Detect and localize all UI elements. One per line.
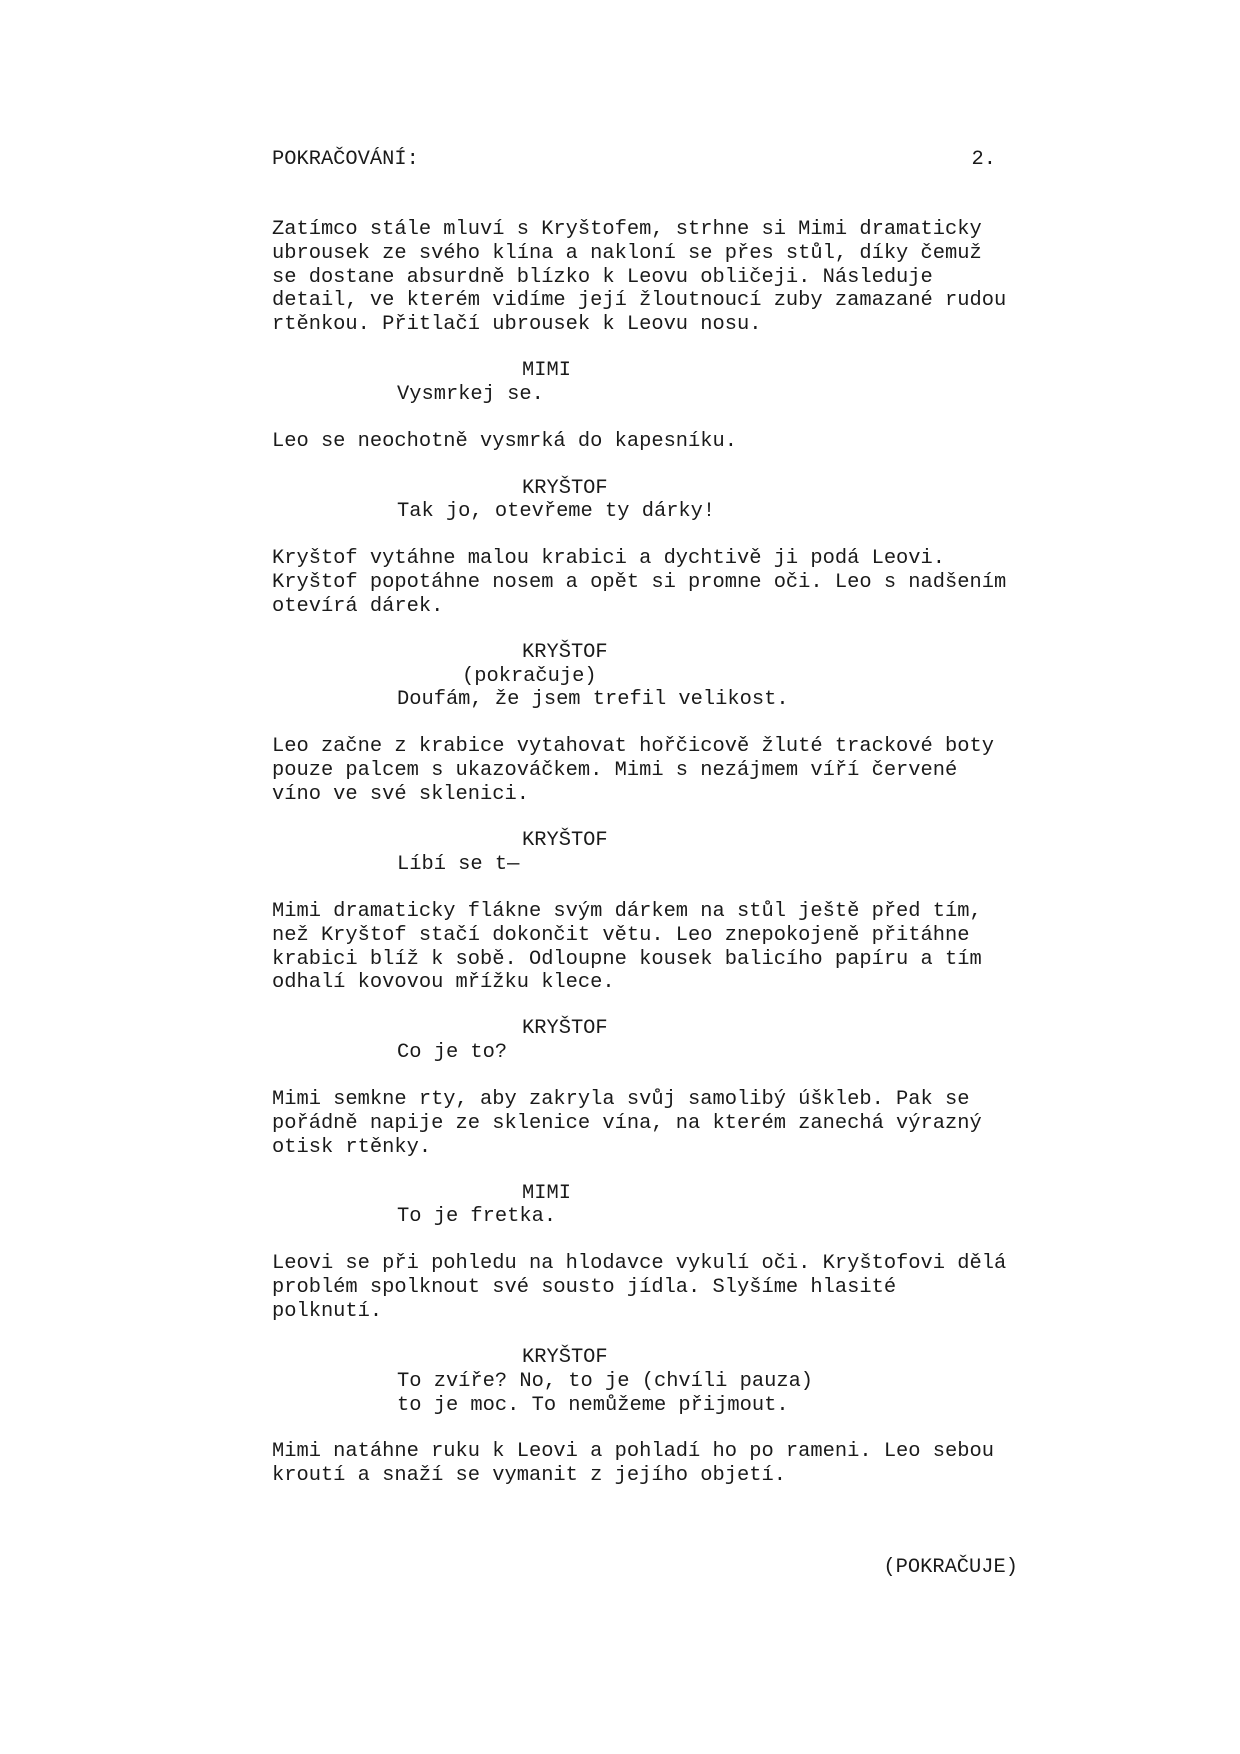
character-name: KRYŠTOF [522, 1017, 608, 1040]
continued-footer: (POKRAČUJE) [883, 1556, 1018, 1579]
action-block: Mimi semkne rty, aby zakryla svůj samolibý úškleb. Pak se pořádně napije ze sklenice vína, na kterém zanechá výrazný otisk rtěnky. [272, 1088, 982, 1159]
dialogue-line: Líbí se t— [397, 853, 520, 876]
continued-label: POKRAČOVÁNÍ: [272, 148, 419, 171]
page-number: 2. [971, 148, 996, 171]
dialogue-line: Tak jo, otevřeme ty dárky! [397, 500, 716, 523]
dialogue-line: Vysmrkej se. [397, 383, 544, 406]
character-name: MIMI [522, 1182, 571, 1205]
action-block: Leovi se při pohledu na hlodavce vykulí oči. Kryštofovi dělá problém spolknout své sousto jídla. Slyšíme hlasité polknutí. [272, 1252, 1007, 1323]
character-name: KRYŠTOF [522, 1346, 608, 1369]
character-name: MIMI [522, 359, 571, 382]
dialogue-line: Doufám, že jsem trefil velikost. [397, 688, 789, 711]
dialogue-line: To je fretka. [397, 1205, 557, 1228]
character-name: KRYŠTOF [522, 477, 608, 500]
action-block: Zatímco stále mluví s Kryštofem, strhne si Mimi dramaticky ubrousek ze svého klína a nakloní se přes stůl, díky čemuž se dostane absurdně blízko k Leovu obličeji. Následuje detail, ve kterém vidíme její žloutnoucí zuby zamazané rudou rtěnkou. Přitlačí ubrousek k Leovu nosu. [272, 218, 1007, 337]
action-block: Kryštof vytáhne malou krabici a dychtivě ji podá Leovi. Kryštof popotáhne nosem a opět si promne oči. Leo s nadšením otevírá dárek. [272, 547, 1007, 618]
dialogue-line: Co je to? [397, 1041, 508, 1064]
action-block: Mimi dramaticky flákne svým dárkem na stůl ještě před tím, než Kryštof stačí dokončit větu. Leo znepokojeně přitáhne krabici blíž k sobě. Odloupne kousek balicího papíru a tím odhalí kovovou mřížku klece. [272, 900, 982, 995]
parenthetical: (pokračuje) [462, 665, 597, 688]
action-block: Mimi natáhne ruku k Leovi a pohladí ho po rameni. Leo sebou kroutí a snaží se vymanit z jejího objetí. [272, 1440, 994, 1487]
character-name: KRYŠTOF [522, 829, 608, 852]
dialogue-line: To zvíře? No, to je (chvíli pauza) to je moc. To nemůžeme přijmout. [397, 1370, 814, 1417]
character-name: KRYŠTOF [522, 641, 608, 664]
action-block: Leo začne z krabice vytahovat hořčicově žluté trackové boty pouze palcem s ukazováčkem. Mimi s nezájmem víří červené víno ve své sklenici. [272, 735, 994, 806]
page-header [272, 148, 996, 172]
action-block: Leo se neochotně vysmrká do kapesníku. [272, 430, 737, 453]
